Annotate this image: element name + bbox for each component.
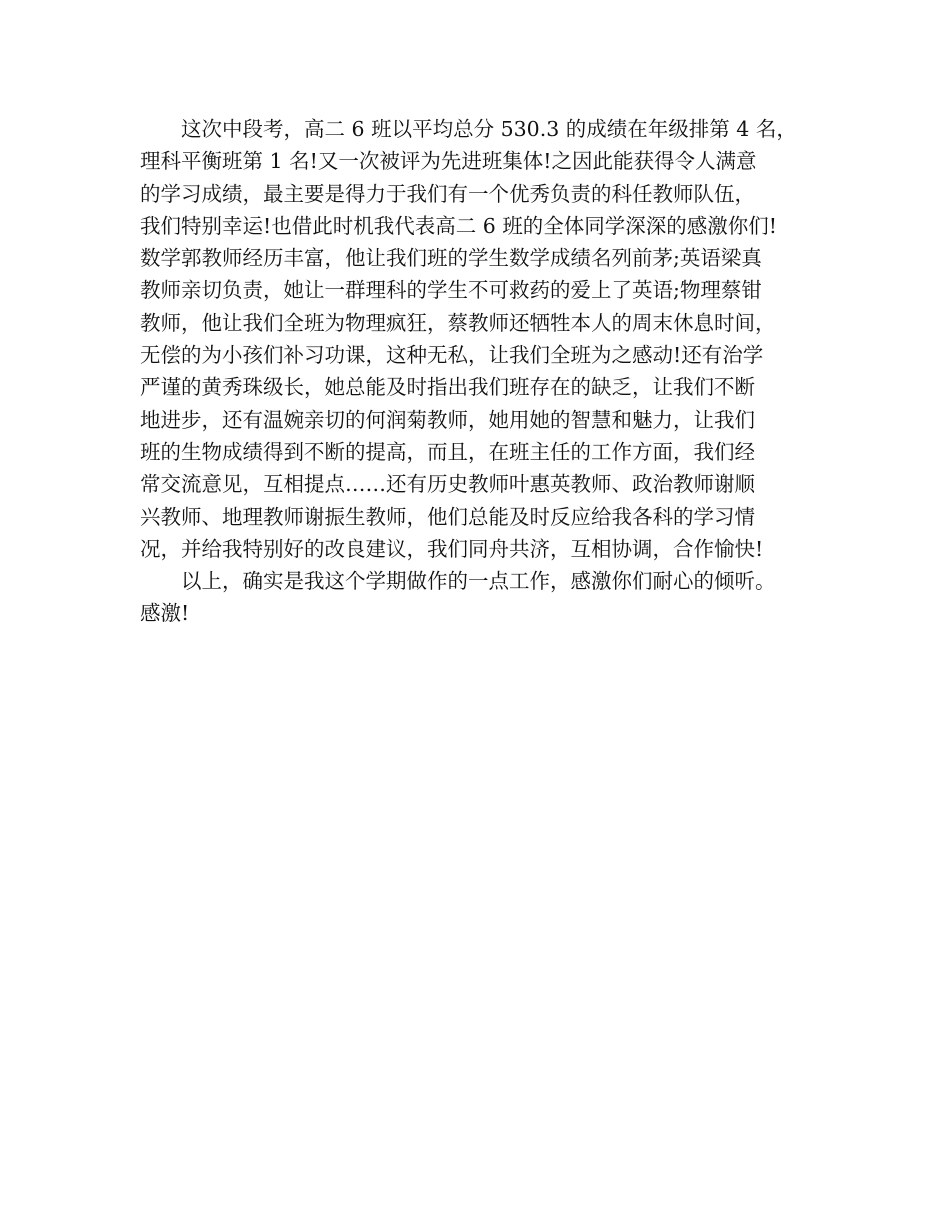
text-line: 教师，他让我们全班为物理疯狂，蔡教师还牺牲本人的周末休息时间，: [140, 310, 776, 335]
text-line: 数学郭教师经历丰富，他让我们班的学生数学成绩名列前茅;英语梁真: [140, 246, 762, 271]
paragraph-1: [140, 113, 840, 565]
text-line: 地进步，还有温婉亲切的何润菊教师，她用她的智慧和魅力，让我们: [140, 407, 755, 432]
text-line: 的学习成绩，最主要是得力于我们有一个优秀负责的科任教师队伍，: [140, 181, 755, 206]
text-line: 感激!: [140, 601, 190, 626]
text-line: 我们特别幸运!也借此时机我代表高二 6 班的全体同学深深的感激你们!: [140, 213, 778, 238]
text-line: 教师亲切负责，她让一群理科的学生不可救药的爱上了英语;物理蔡钳: [140, 278, 762, 303]
text-line: 况，并给我特别好的改良建议，我们同舟共济，互相协调，合作愉快!: [140, 536, 764, 561]
text-line: 兴教师、地理教师谢振生教师，他们总能及时反应给我各科的学习情: [140, 504, 755, 529]
text-line: 班的生物成绩得到不断的提高，而且，在班主任的工作方面，我们经: [140, 439, 755, 464]
text-line: 常交流意见，互相提点……还有历史教师叶惠英教师、政治教师谢顺: [140, 472, 755, 497]
paragraph-2: [140, 565, 840, 630]
text-line: 这次中段考，高二 6 班以平均总分 530.3 的成绩在年级排第 4 名，: [181, 117, 797, 141]
document-body: [140, 113, 840, 630]
text-line: 无偿的为小孩们补习功课，这种无私，让我们全班为之感动!还有治学: [140, 343, 764, 368]
text-line: 理科平衡班第 1 名!又一次被评为先进班集体!之因此能获得令人满意: [140, 149, 757, 174]
text-line: 以上，确实是我这个学期做作的一点工作，感激你们耐心的倾听。: [181, 569, 776, 594]
text-line: 严谨的黄秀珠级长，她总能及时指出我们班存在的缺乏，让我们不断: [140, 375, 755, 400]
